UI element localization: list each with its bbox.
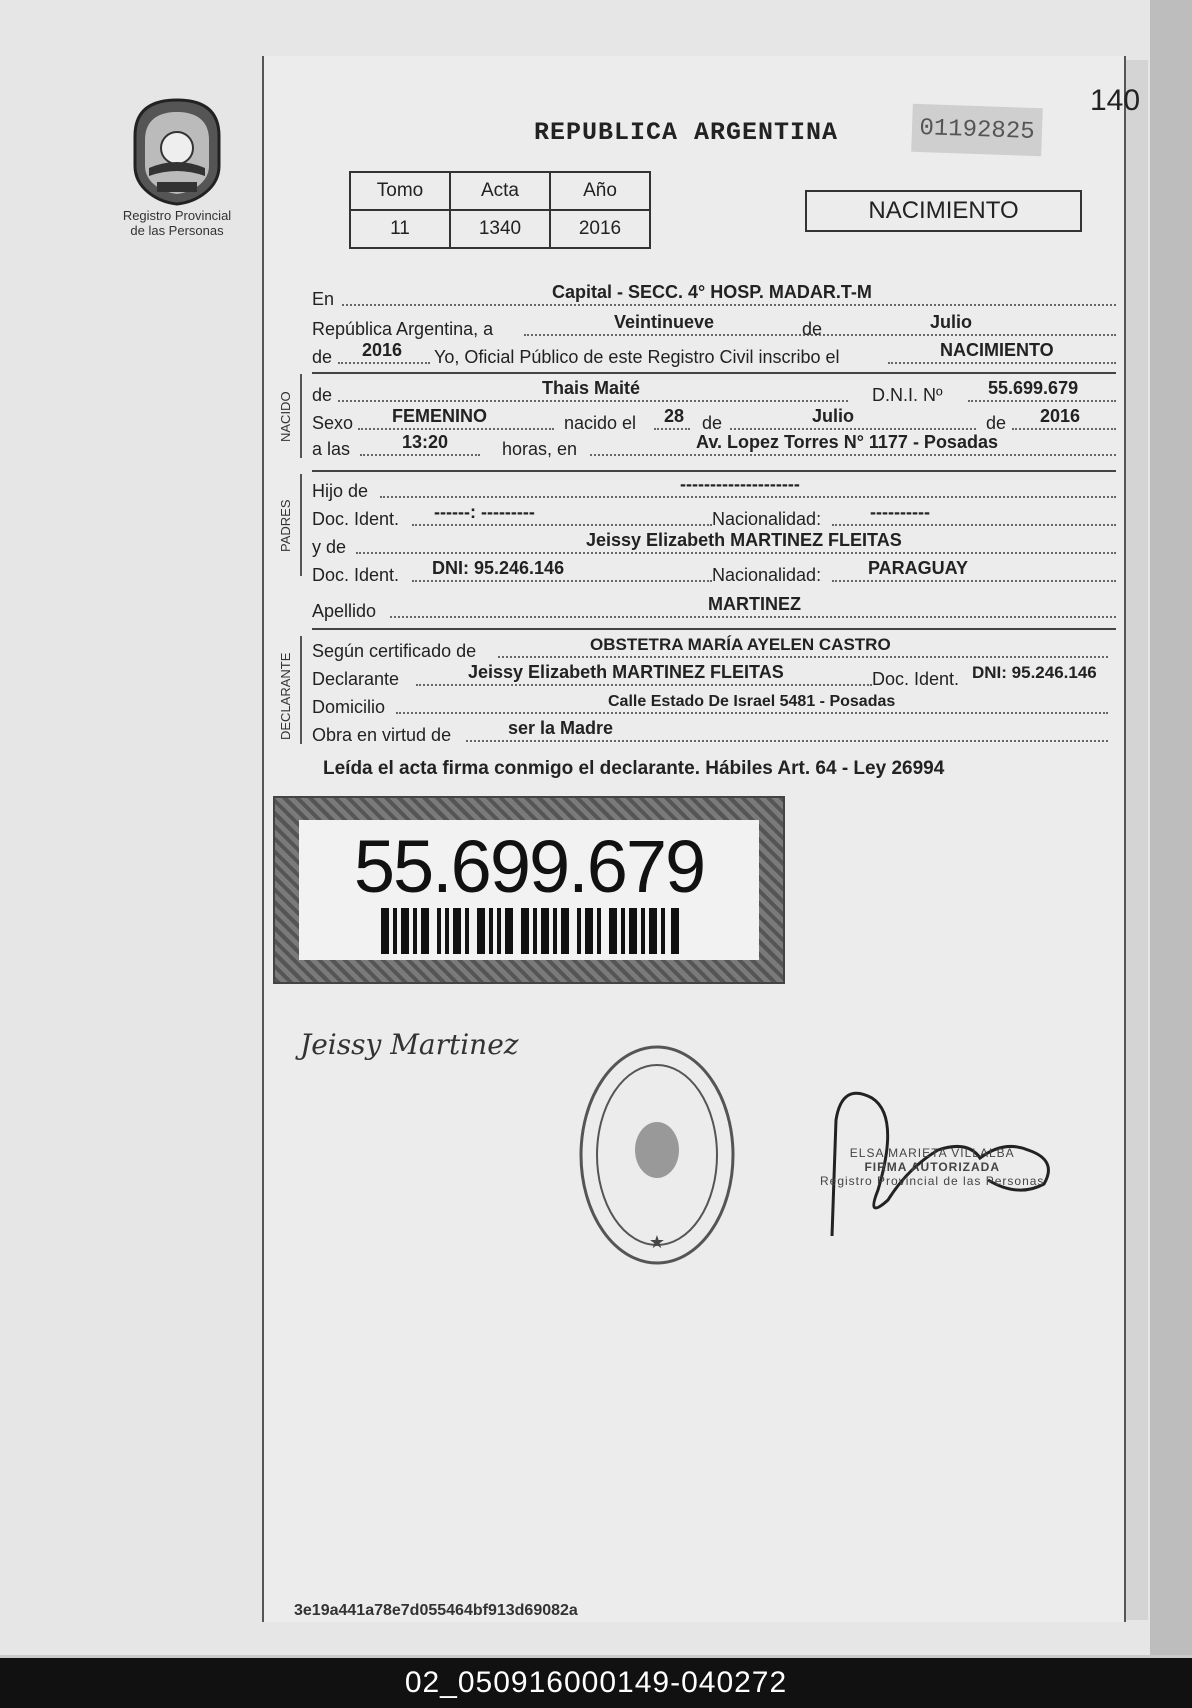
dotted-line xyxy=(498,656,1108,658)
dotted-line xyxy=(380,496,1116,498)
label-nacionalidad: Nacionalidad: xyxy=(712,509,822,529)
logo-caption-2: de las Personas xyxy=(130,223,224,238)
section-label-declarante: DECLARANTE xyxy=(278,652,293,740)
record-type-box: NACIMIENTO xyxy=(805,190,1082,232)
label-de: de xyxy=(312,385,333,405)
value-record-type: NACIMIENTO xyxy=(940,340,1054,360)
value-mother-nationality: PARAGUAY xyxy=(868,558,969,578)
label-nacido-el: nacido el xyxy=(564,413,637,433)
dotted-line xyxy=(360,454,480,456)
logo-caption-1: Registro Provincial xyxy=(122,208,232,223)
label-de: de xyxy=(312,347,333,367)
row-nacido-hora xyxy=(312,432,1116,460)
value-declarant: Jeissy Elizabeth MARTINEZ FLEITAS xyxy=(468,662,784,682)
value-child-name: Thais Maité xyxy=(542,378,641,398)
dotted-line xyxy=(1012,428,1116,430)
label-domicilio: Domicilio xyxy=(312,697,386,717)
declarant-signature: Jeissy Martinez xyxy=(300,1028,519,1061)
row-hijo xyxy=(312,474,1116,502)
control-number-stamp: 01192825 xyxy=(911,104,1043,157)
separator xyxy=(312,628,1116,630)
registry-value-acta: 1340 xyxy=(450,210,550,248)
official-name: ELSA MARIETA VILLALBA xyxy=(849,1146,1015,1160)
value-place: Capital - SECC. 4° HOSP. MADAR.T-M xyxy=(552,282,872,302)
value-birth-month: Julio xyxy=(812,406,855,426)
dni-label-inner xyxy=(299,820,759,960)
dotted-line xyxy=(730,428,976,430)
label-obra: Obra en virtud de xyxy=(312,725,452,745)
registry-header-anio: Año xyxy=(550,172,650,210)
page-number: 140 xyxy=(1090,84,1141,117)
row-obra xyxy=(312,718,1116,746)
section-bracket xyxy=(300,474,302,576)
registry-value-tomo: 11 xyxy=(350,210,450,248)
value-dni: 55.699.679 xyxy=(988,378,1079,398)
dotted-line xyxy=(396,712,1108,714)
value-mother: Jeissy Elizabeth MARTINEZ FLEITAS xyxy=(586,530,902,550)
label-republica: República Argentina, a xyxy=(312,319,494,339)
value-sex: FEMENINO xyxy=(392,406,488,426)
dni-number: 55.699.679 xyxy=(353,825,705,908)
dotted-line xyxy=(338,400,848,402)
value-declarant-doc: DNI: 95.246.146 xyxy=(972,663,1097,682)
dotted-line xyxy=(412,524,712,526)
registry-table xyxy=(349,171,651,249)
row-nacido-sexo xyxy=(312,406,1116,434)
label-doc-ident: Doc. Ident. xyxy=(312,565,400,585)
dotted-line xyxy=(390,616,1116,618)
section-bracket xyxy=(300,374,302,458)
footer-id: 02_050916000149-040272 xyxy=(404,1666,788,1699)
row-anio xyxy=(312,340,1116,368)
label-de: de xyxy=(986,413,1007,433)
registry-header-acta: Acta xyxy=(450,172,550,210)
row-domicilio xyxy=(312,690,1116,718)
dotted-line xyxy=(888,362,1116,364)
dotted-line xyxy=(412,580,712,582)
label-apellido: Apellido xyxy=(312,601,377,621)
label-inscribo: Yo, Oficial Público de este Registro Civil inscribo el xyxy=(434,347,840,367)
official-title: FIRMA AUTORIZADA xyxy=(864,1160,1000,1174)
value-month: Julio xyxy=(930,312,973,332)
label-certificado: Según certificado de xyxy=(312,641,477,661)
closing-statement: Leída el acta firma conmigo el declarante. Hábiles Art. 64 - Ley 26994 xyxy=(323,758,945,779)
value-address: Calle Estado De Israel 5481 - Posadas xyxy=(608,693,896,710)
dotted-line xyxy=(358,428,554,430)
row-madre xyxy=(312,530,1116,558)
value-birth-time: 13:20 xyxy=(402,432,449,452)
value-father-nationality: ---------- xyxy=(870,502,930,522)
value-father-doc: ------: --------- xyxy=(434,502,535,522)
value-year: 2016 xyxy=(362,340,403,360)
value-birth-day: 28 xyxy=(664,406,685,426)
province-logo xyxy=(118,96,236,244)
label-de: de xyxy=(702,413,723,433)
value-birth-year: 2016 xyxy=(1040,406,1081,426)
section-label-padres: PADRES xyxy=(278,499,293,552)
separator xyxy=(312,470,1116,472)
label-de: de xyxy=(802,319,823,339)
label-sexo: Sexo xyxy=(312,413,354,433)
official-stamp-text xyxy=(820,1146,1044,1188)
label-doc-ident: Doc. Ident. xyxy=(312,509,400,529)
label-en: En xyxy=(312,289,335,309)
dotted-line xyxy=(654,428,690,430)
dotted-line xyxy=(968,400,1116,402)
seal-icon xyxy=(576,1042,738,1268)
label-dni: D.N.I. Nº xyxy=(872,385,943,405)
row-nacido-nombre xyxy=(312,378,1116,406)
dotted-line xyxy=(338,362,430,364)
value-day-words: Veintinueve xyxy=(614,312,715,332)
value-surname: MARTINEZ xyxy=(708,594,801,614)
registry-value-anio: 2016 xyxy=(550,210,650,248)
row-apellido xyxy=(312,594,1116,622)
paper-edge xyxy=(1150,0,1192,1655)
row-declarante xyxy=(312,662,1116,690)
label-hijo-de: Hijo de xyxy=(312,481,369,501)
document-title: REPUBLICA ARGENTINA xyxy=(534,118,839,147)
label-declarante: Declarante xyxy=(312,669,400,689)
footer-id-bar xyxy=(0,1658,1192,1708)
registry-header-tomo: Tomo xyxy=(350,172,450,210)
section-label-nacido: NACIDO xyxy=(278,391,293,442)
value-birth-place: Av. Lopez Torres N° 1177 - Posadas xyxy=(696,432,998,452)
section-bracket xyxy=(300,636,302,744)
dotted-line xyxy=(832,524,1116,526)
dotted-line xyxy=(590,454,1116,456)
misiones-seal-icon xyxy=(127,96,227,208)
dotted-line xyxy=(342,304,1116,306)
official-org: Registro Provincial de las Personas xyxy=(820,1174,1045,1188)
row-en xyxy=(312,282,1116,310)
value-mother-doc: DNI: 95.246.146 xyxy=(432,558,565,578)
dotted-line xyxy=(416,684,872,686)
value-certifier: OBSTETRA MARÍA AYELEN CASTRO xyxy=(590,635,891,654)
dni-label xyxy=(273,796,785,984)
row-doc-madre xyxy=(312,558,1116,586)
barcode-icon xyxy=(381,908,681,954)
svg-text:★: ★ xyxy=(648,1232,666,1252)
official-seal xyxy=(576,1042,738,1268)
label-doc-ident: Doc. Ident. xyxy=(872,669,960,689)
label-y-de: y de xyxy=(312,537,347,557)
label-nacionalidad: Nacionalidad: xyxy=(712,565,822,585)
document-hash: 3e19a441a78e7d055464bf913d69082a xyxy=(294,1602,578,1619)
row-republica xyxy=(312,312,1116,340)
dotted-line xyxy=(466,740,1108,742)
label-a-las: a las xyxy=(312,439,351,459)
dotted-line xyxy=(356,552,1116,554)
value-relationship: ser la Madre xyxy=(508,718,614,738)
dotted-line xyxy=(832,580,1116,582)
row-doc-padre xyxy=(312,502,1116,530)
value-father: -------------------- xyxy=(680,474,800,494)
separator xyxy=(312,372,1116,374)
label-horas-en: horas, en xyxy=(502,439,578,459)
row-certificado xyxy=(312,634,1116,662)
